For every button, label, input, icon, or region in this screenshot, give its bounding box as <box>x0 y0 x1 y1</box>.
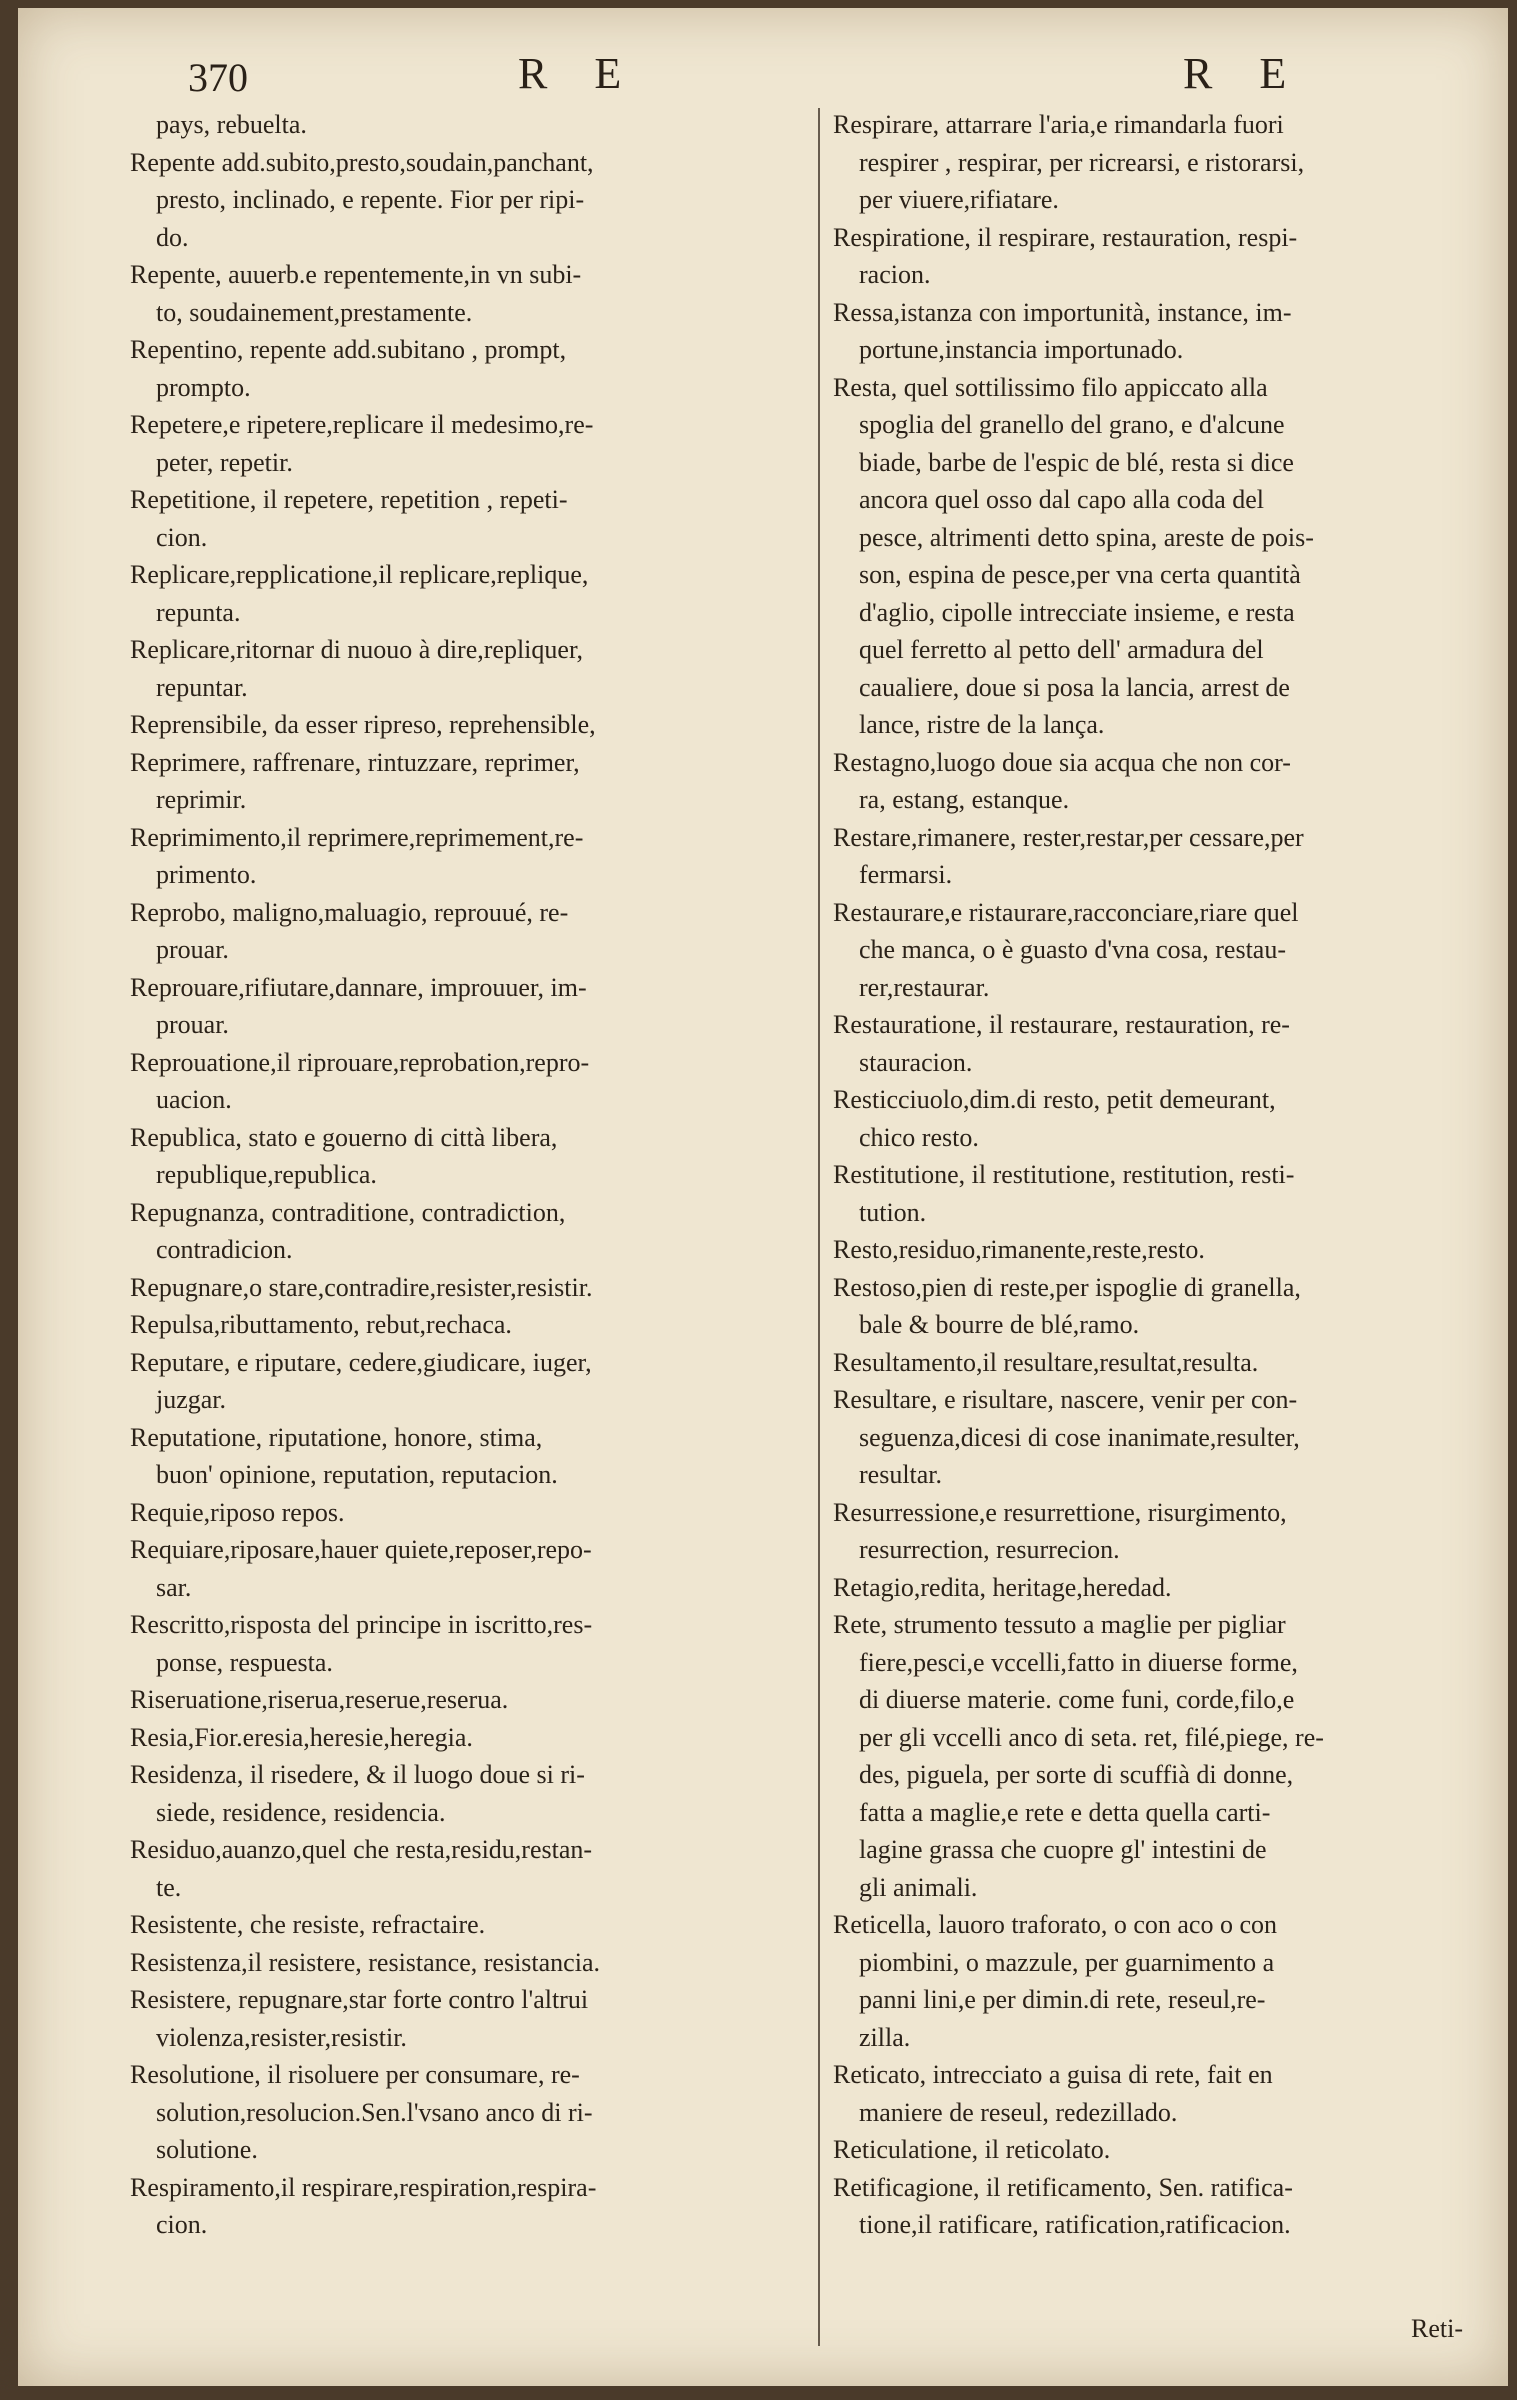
page-number: 370 <box>188 55 248 100</box>
entry-line: di diuerse materie. come funi, corde,filo,e <box>859 1685 1295 1714</box>
entry-line: zilla. <box>859 2022 911 2052</box>
entry-line: Retificagione, il retificamento, Sen. ratifica- <box>833 2172 1293 2202</box>
entry-line: Reticato, intrecciato a guisa di rete, fait en <box>833 2060 1273 2089</box>
entry-line: Resta, quel sottilissimo filo appiccato alla <box>833 372 1268 402</box>
entry-line: fiere,pesci,e vccelli,fatto in diuerse forme, <box>859 1647 1298 1677</box>
entry-line: tution. <box>859 1197 927 1227</box>
entry-line: Residenza, il risedere, & il luogo doue si ri- <box>130 1760 585 1789</box>
entry-line: Retagio,redita, heritage,heredad. <box>833 1572 1172 1602</box>
entry-line: per viuere,rifiatare. <box>859 185 1059 214</box>
entry-line: Respirare, attarrare l'aria,e rimandarla fuori <box>833 110 1284 139</box>
entry-line: Repetere,e ripetere,replicare il medesimo,re- <box>130 410 594 439</box>
entry-line: Residuo,auanzo,quel che resta,residu,restan- <box>130 1835 593 1864</box>
running-header <box>18 36 1508 106</box>
entry-line: piombini, o mazzule, per guarnimento a <box>859 1947 1275 1977</box>
entry-line: Rete, strumento tessuto a maglie per pigliar <box>833 1610 1286 1639</box>
entry-line: Restare,rimanere, rester,restar,per cessare,per <box>833 822 1304 852</box>
dictionary-page <box>18 8 1508 2386</box>
entry-line: cion. <box>156 522 208 552</box>
entry-line: repuntar. <box>156 672 248 702</box>
entry-line: spoglia del granello del grano, e d'alcune <box>859 410 1285 439</box>
entry-line: Reprouatione,il riprouare,reprobation,repro- <box>130 1047 590 1077</box>
entry-line: Reprobo, maligno,maluagio, reprouué, re- <box>130 897 569 927</box>
entry-line: Reputare, e riputare, cedere,giudicare, iuger, <box>130 1347 592 1377</box>
entry-line: quel ferretto al petto dell' armadura del <box>859 635 1264 664</box>
entry-line: buon' opinione, reputation, reputacion. <box>156 1460 558 1489</box>
entry-line: Reprimimento,il reprimere,reprimement,re- <box>130 822 584 852</box>
entry-line: reprimir. <box>156 785 247 814</box>
entry-line: Reprouare,rifiutare,dannare, improuuer, im- <box>130 972 587 1002</box>
entry-line: des, piguela, per sorte di scuffià di donne, <box>859 1760 1294 1789</box>
entry-line: resultar. <box>859 1460 943 1489</box>
entry-line: portune,instancia importunado. <box>859 335 1184 364</box>
entry-line: son, espina de pesce,per vna certa quantità <box>859 560 1301 589</box>
entry-line: lance, ristre de la lança. <box>859 710 1105 739</box>
entry-line: Replicare,repplicatione,il replicare,replique, <box>130 560 589 589</box>
entry-line: Resto,residuo,rimanente,reste,resto. <box>833 1235 1205 1264</box>
entry-line: contradicion. <box>156 1235 293 1264</box>
entry-line: lagine grassa che cuopre gl' intestini de <box>859 1835 1267 1864</box>
entry-line: violenza,resister,resistir. <box>156 2022 407 2052</box>
entry-line: Riseruatione,riserua,reserue,reserua. <box>130 1685 509 1714</box>
entry-line: Repetitione, il repetere, repetition , repeti- <box>130 485 568 514</box>
entry-line: Repugnanza, contraditione, contradiction, <box>130 1197 566 1227</box>
entry-line: chico resto. <box>859 1122 979 1152</box>
entry-line: pays, rebuelta. <box>156 110 307 139</box>
entry-line: republique,republica. <box>156 1160 377 1189</box>
entry-line: Republica, stato e gouerno di città libera, <box>130 1122 558 1152</box>
entry-line: fatta a maglie,e rete e detta quella carti- <box>859 1797 1271 1827</box>
entry-line: sar. <box>156 1572 192 1602</box>
entry-line: per gli vccelli anco di seta. ret, filé,piege, re- <box>859 1722 1324 1752</box>
entry-line: Rescritto,risposta del principe in iscritto,res- <box>130 1610 593 1639</box>
entry-line: racion. <box>859 260 931 289</box>
entry-line: Reputatione, riputatione, honore, stima, <box>130 1422 543 1452</box>
entry-line: solutione. <box>156 2135 258 2164</box>
right-column <box>833 106 1493 2346</box>
entry-line: Resia,Fior.eresia,heresie,heregia. <box>130 1722 473 1752</box>
entry-line: Reprensibile, da esser ripreso, reprehensible, <box>130 710 596 739</box>
entry-line: juzgar. <box>156 1385 227 1414</box>
entry-line: Restoso,pien di reste,per ispoglie di granella, <box>833 1272 1301 1302</box>
entry-line: Requiare,riposare,hauer quiete,reposer,repo- <box>130 1535 592 1564</box>
entry-line: rer,restaurar. <box>859 972 990 1002</box>
entry-line: prompto. <box>156 372 251 402</box>
entry-line: Resultare, e risultare, nascere, venir per con- <box>833 1385 1298 1414</box>
entry-line: te. <box>156 1872 182 1902</box>
entry-line: Repente add.subito,presto,soudain,panchant, <box>130 147 594 177</box>
entry-line: Repentino, repente add.subitano , prompt, <box>130 335 567 364</box>
entry-line: bale & bourre de blé,ramo. <box>859 1310 1140 1339</box>
entry-line: seguenza,dicesi di cose inanimate,resulter, <box>859 1422 1300 1452</box>
entry-line: stauracion. <box>859 1047 973 1077</box>
entry-line: Resolutione, il risoluere per consumare, re- <box>130 2060 580 2089</box>
entry-line: resurrection, resurrecion. <box>859 1535 1120 1564</box>
entry-line: to, soudainement,prestamente. <box>156 297 473 327</box>
entry-line: d'aglio, cipolle intrecciate insieme, e resta <box>859 597 1295 627</box>
entry-line: Replicare,ritornar di nuouo à dire,repliquer, <box>130 635 584 664</box>
entry-line: Repulsa,ributtamento, rebut,rechaca. <box>130 1310 512 1339</box>
entry-line: Restaurare,e ristaurare,racconciare,riare quel <box>833 897 1299 927</box>
entry-line: Restitutione, il restitutione, restitution, resti- <box>833 1160 1295 1189</box>
entry-line: Resistenza,il resistere, resistance, resistancia. <box>130 1947 600 1977</box>
column-divider <box>818 108 820 2346</box>
right-column-heading: R E <box>1183 49 1305 98</box>
entry-line: tione,il ratificare, ratification,ratificacion. <box>859 2210 1291 2239</box>
entry-line: Reticella, lauoro traforato, o con aco o con <box>833 1910 1277 1939</box>
entry-line: caualiere, doue si posa la lancia, arrest de <box>859 672 1290 702</box>
entry-line: repunta. <box>156 597 241 627</box>
entry-line: prouar. <box>156 935 229 964</box>
entry-line: Reprimere, raffrenare, rintuzzare, reprimer, <box>130 747 580 777</box>
entry-line: Ressa,istanza con importunità, instance, im- <box>833 297 1292 327</box>
entry-line: cion. <box>156 2210 208 2239</box>
entry-line: fermarsi. <box>859 860 953 889</box>
left-column <box>130 106 810 2346</box>
entry-line: solution,resolucion.Sen.l'vsano anco di ri- <box>156 2097 593 2127</box>
entry-line: presto, inclinado, e repente. Fior per ripi- <box>156 185 585 214</box>
entry-line: Repente, auuerb.e repentemente,in vn subi- <box>130 260 582 289</box>
entry-line: pesce, altrimenti detto spina, areste de pois- <box>859 522 1314 552</box>
entry-line: che manca, o è guasto d'vna cosa, restau- <box>859 935 1287 964</box>
entry-line: Requie,riposo repos. <box>130 1497 345 1527</box>
entry-line: maniere de reseul, redezillado. <box>859 2097 1178 2127</box>
entry-line: siede, residence, residencia. <box>156 1797 446 1827</box>
entry-line: respirer , respirar, per ricrearsi, e ristorarsi, <box>859 147 1305 177</box>
entry-line: Resticciuolo,dim.di resto, petit demeurant, <box>833 1085 1276 1114</box>
entry-line: ponse, respuesta. <box>156 1647 333 1677</box>
entry-line: ra, estang, estanque. <box>859 785 1070 814</box>
entry-line: uacion. <box>156 1085 232 1114</box>
entry-line: Restagno,luogo doue sia acqua che non cor- <box>833 747 1291 777</box>
entry-line: Restauratione, il restaurare, restauration, re- <box>833 1010 1290 1039</box>
entry-line: primento. <box>156 860 257 889</box>
entry-line: Resultamento,il resultare,resultat,resulta. <box>833 1347 1259 1377</box>
entry-line: prouar. <box>156 1010 229 1039</box>
entry-line: panni lini,e per dimin.di rete, reseul,re- <box>859 1985 1266 2014</box>
entry-line: gli animali. <box>859 1872 978 1902</box>
left-column-heading: R E <box>518 49 640 98</box>
entry-line: biade, barbe de l'espic de blé, resta si dice <box>859 447 1294 477</box>
entry-line: peter, repetir. <box>156 447 293 477</box>
entry-line: Repugnare,o stare,contradire,resister,resistir. <box>130 1272 593 1302</box>
entry-line: Respiramento,il respirare,respiration,respira- <box>130 2172 597 2202</box>
entry-line: Resurressione,e resurrettione, risurgimento, <box>833 1497 1287 1527</box>
entry-line: Resistente, che resiste, refractaire. <box>130 1910 486 1939</box>
entry-line: do. <box>156 222 189 252</box>
catchword: Reti- <box>1411 2314 1463 2343</box>
entry-line: Reticulatione, il reticolato. <box>833 2135 1111 2164</box>
entry-line: ancora quel osso dal capo alla coda del <box>859 485 1264 514</box>
entry-line: Resistere, repugnare,star forte contro l'altrui <box>130 1985 589 2014</box>
entry-line: Respiratione, il respirare, restauration, respi- <box>833 222 1298 252</box>
